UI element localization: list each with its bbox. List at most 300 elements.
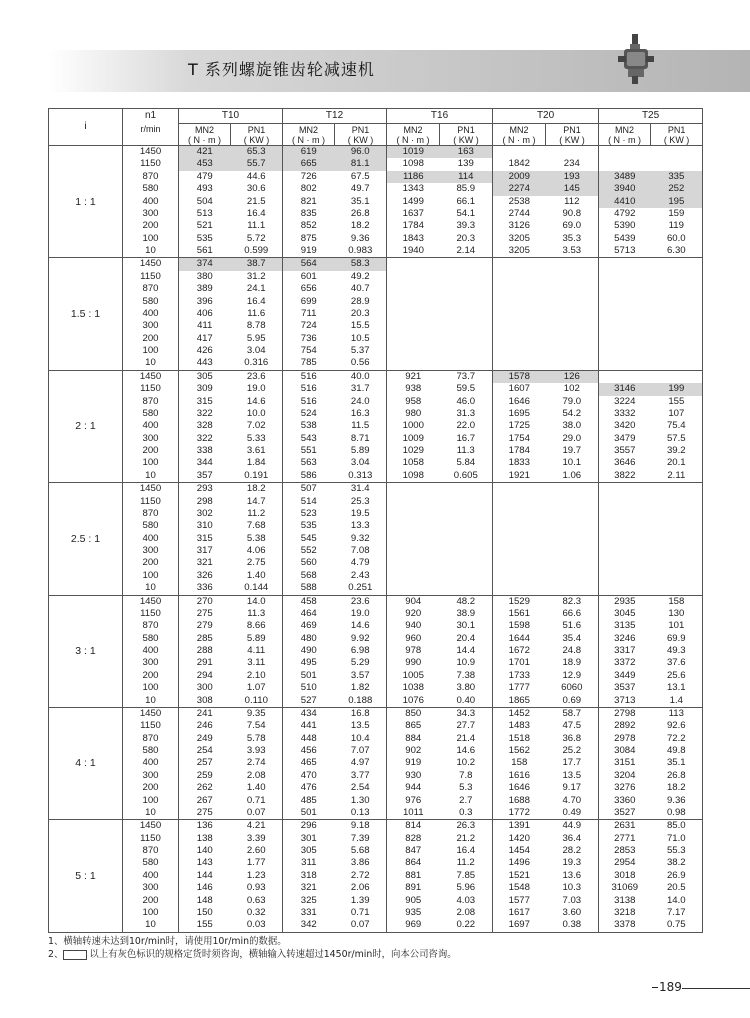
power-cell: 0.40 xyxy=(440,695,493,708)
torque-cell: 2631 xyxy=(599,820,651,833)
power-cell: 7.08 xyxy=(335,545,387,557)
torque-cell: 249 xyxy=(196,732,213,744)
torque-cell: 411 xyxy=(197,320,213,332)
torque-cell: 821 xyxy=(300,195,317,207)
pn1-header xyxy=(440,124,493,146)
power-cell: 24.1 xyxy=(231,283,283,295)
torque-cell xyxy=(493,283,546,295)
power-cell: 5.84 xyxy=(440,457,493,469)
pn1-label: PN1 xyxy=(563,124,581,135)
torque-cell: 469 xyxy=(300,620,317,632)
torque-cell xyxy=(493,271,546,283)
power-cell: 0.316 xyxy=(231,357,283,370)
table-row xyxy=(49,396,703,408)
torque-cell: 884 xyxy=(405,732,422,744)
torque-cell: 1784 xyxy=(402,220,424,232)
table-row xyxy=(49,220,703,232)
torque-cell xyxy=(493,570,546,582)
torque-cell: 3246 xyxy=(614,632,636,644)
torque-cell: 465 xyxy=(300,757,317,769)
power-cell: 13.6 xyxy=(546,870,599,882)
speed-cell: 400 xyxy=(123,645,179,657)
table-row xyxy=(49,720,703,732)
torque-cell: 588 xyxy=(300,582,317,594)
torque-cell: 1733 xyxy=(508,669,530,681)
torque-cell: 4410 xyxy=(599,196,651,208)
table-row xyxy=(49,208,703,220)
power-cell: 21.4 xyxy=(440,733,493,745)
mn2-unit: ( N · m ) xyxy=(502,134,536,145)
table-row xyxy=(49,757,703,769)
power-cell: 3.77 xyxy=(335,770,387,782)
torque-cell: 380 xyxy=(196,270,213,282)
torque-cell: 516 xyxy=(283,370,335,383)
torque-cell xyxy=(599,345,651,357)
torque-cell: 1777 xyxy=(508,682,530,694)
torque-cell xyxy=(387,333,440,345)
ratio-cell: 2 : 1 xyxy=(49,370,123,482)
power-cell: 5.72 xyxy=(231,233,283,245)
torque-cell: 847 xyxy=(405,845,422,856)
pn1-unit: ( KW ) xyxy=(559,134,585,145)
speed-cell: 580 xyxy=(123,745,179,757)
torque-cell: 2538 xyxy=(508,195,530,207)
power-cell: 0.191 xyxy=(231,470,283,483)
mn2-header xyxy=(283,124,335,146)
power-cell: 11.2 xyxy=(231,508,283,520)
table-row xyxy=(49,457,703,469)
speed-cell: 400 xyxy=(123,870,179,882)
power-cell: 92.6 xyxy=(651,720,703,732)
mn2-unit: ( N · m ) xyxy=(292,134,326,145)
table-row xyxy=(49,183,703,195)
power-cell: 10.9 xyxy=(440,657,493,669)
speed-cell: 100 xyxy=(123,233,179,245)
torque-cell: 310 xyxy=(196,520,213,532)
power-cell: 107 xyxy=(651,408,703,420)
power-cell: 49.3 xyxy=(651,645,703,657)
speed-cell: 100 xyxy=(123,795,179,807)
ratio-cell: 5 : 1 xyxy=(49,820,123,932)
power-cell: 3.93 xyxy=(231,745,283,757)
power-cell: 2.7 xyxy=(440,795,493,807)
table-row xyxy=(49,670,703,682)
torque-cell: 3218 xyxy=(614,906,636,918)
power-cell: 0.13 xyxy=(335,807,387,820)
gear-reducer-icon xyxy=(618,34,654,84)
power-cell: 0.3 xyxy=(440,807,493,820)
power-cell: 20.1 xyxy=(651,457,703,469)
torque-cell: 564 xyxy=(283,258,335,271)
power-cell: 66.1 xyxy=(440,196,493,208)
power-cell: 2.75 xyxy=(231,557,283,569)
power-cell: 16.7 xyxy=(440,433,493,445)
pn1-header xyxy=(651,124,703,146)
torque-cell xyxy=(599,258,651,271)
power-cell xyxy=(546,320,599,332)
power-cell: 3.04 xyxy=(231,345,283,357)
power-cell xyxy=(651,158,703,170)
torque-cell: 3713 xyxy=(614,694,636,706)
torque-cell: 318 xyxy=(300,869,317,881)
torque-cell: 155 xyxy=(179,919,231,932)
mn2-label: MN2 xyxy=(299,124,319,135)
pn1-label: PN1 xyxy=(667,124,686,135)
power-cell: 7.68 xyxy=(231,520,283,532)
speed-cell: 1450 xyxy=(123,258,179,271)
power-cell: 16.4 xyxy=(440,845,493,857)
power-cell: 30.1 xyxy=(440,620,493,632)
table-row xyxy=(49,171,703,183)
table-row xyxy=(49,370,703,383)
power-cell: 21.2 xyxy=(440,833,493,845)
torque-cell: 1754 xyxy=(508,432,530,444)
table-row xyxy=(49,882,703,894)
table-row xyxy=(49,196,703,208)
table-row xyxy=(49,795,703,807)
power-cell: 2.72 xyxy=(335,870,387,882)
table-row xyxy=(49,919,703,932)
power-cell: 60.0 xyxy=(651,233,703,245)
torque-cell xyxy=(387,545,440,557)
pn1-header xyxy=(335,124,387,146)
power-cell: 21.5 xyxy=(231,196,283,208)
speed-cell: 870 xyxy=(123,396,179,408)
torque-cell: 291 xyxy=(196,657,213,669)
torque-cell: 3372 xyxy=(614,657,636,669)
power-cell: 15.5 xyxy=(335,320,387,332)
page-title: T 系列螺旋锥齿轮减速机 xyxy=(188,60,375,79)
power-cell: 0.71 xyxy=(231,795,283,807)
torque-cell: 560 xyxy=(300,557,317,569)
power-cell xyxy=(546,357,599,370)
torque-cell xyxy=(493,333,546,345)
torque-cell xyxy=(493,320,546,332)
power-cell xyxy=(440,333,493,345)
torque-cell: 1578 xyxy=(493,370,546,383)
torque-cell: 2798 xyxy=(599,707,651,720)
table-row xyxy=(49,258,703,271)
power-cell xyxy=(651,533,703,545)
torque-cell: 891 xyxy=(405,882,422,894)
power-cell: 0.56 xyxy=(335,357,387,370)
table-row xyxy=(49,595,703,608)
torque-cell: 458 xyxy=(283,595,335,608)
power-cell: 1.39 xyxy=(335,895,387,907)
torque-cell: 257 xyxy=(196,757,213,769)
table-row xyxy=(49,545,703,557)
table-row xyxy=(49,608,703,620)
power-cell: 7.03 xyxy=(546,895,599,907)
torque-cell: 514 xyxy=(300,495,317,507)
torque-cell: 456 xyxy=(300,745,317,756)
torque-cell: 288 xyxy=(196,645,213,656)
power-cell: 0.69 xyxy=(546,695,599,708)
torque-cell: 1701 xyxy=(508,657,530,669)
torque-cell: 315 xyxy=(196,532,213,544)
power-cell: 5.96 xyxy=(440,882,493,894)
power-cell: 4.06 xyxy=(231,545,283,557)
table-row xyxy=(49,633,703,645)
torque-cell: 551 xyxy=(300,445,317,456)
power-cell: 22.0 xyxy=(440,420,493,432)
power-cell: 7.07 xyxy=(335,745,387,757)
power-cell: 2.43 xyxy=(335,570,387,582)
torque-cell xyxy=(599,158,651,170)
power-cell xyxy=(651,582,703,595)
power-cell: 24.8 xyxy=(546,645,599,657)
power-cell: 14.6 xyxy=(440,745,493,757)
power-cell: 11.5 xyxy=(335,420,387,432)
model-header-t20: T20 xyxy=(493,109,599,124)
power-cell: 7.85 xyxy=(440,870,493,882)
torque-cell: 309 xyxy=(196,383,213,395)
torque-cell: 1029 xyxy=(402,445,424,456)
table-row xyxy=(49,782,703,794)
ratio-cell: 1 : 1 xyxy=(49,146,123,258)
torque-cell: 1940 xyxy=(402,245,424,256)
torque-cell: 3018 xyxy=(614,869,636,881)
power-cell: 0.03 xyxy=(231,919,283,932)
power-cell: 19.0 xyxy=(231,383,283,395)
power-cell: 10.3 xyxy=(546,882,599,894)
power-cell: 31.4 xyxy=(335,483,387,496)
torque-cell: 143 xyxy=(196,857,213,869)
power-cell xyxy=(651,508,703,520)
power-cell xyxy=(546,533,599,545)
power-cell: 2.06 xyxy=(335,882,387,894)
torque-cell: 470 xyxy=(300,769,317,781)
power-cell: 130 xyxy=(651,608,703,620)
power-cell: 5.89 xyxy=(335,445,387,457)
power-cell: 7.54 xyxy=(231,720,283,732)
torque-cell: 3420 xyxy=(614,420,636,432)
pn1-unit: ( KW ) xyxy=(243,134,270,145)
table-row xyxy=(49,245,703,258)
torque-cell: 545 xyxy=(300,532,317,544)
power-cell xyxy=(651,283,703,295)
torque-cell: 421 xyxy=(179,146,231,159)
model-header-t10: T10 xyxy=(179,109,283,124)
power-cell: 1.07 xyxy=(231,682,283,694)
speed-cell: 10 xyxy=(123,695,179,708)
speed-cell: 1450 xyxy=(123,595,179,608)
torque-cell: 31069 xyxy=(611,882,639,894)
power-cell: 31.7 xyxy=(335,383,387,395)
torque-cell: 1548 xyxy=(508,882,530,894)
speed-cell: 580 xyxy=(123,408,179,420)
power-cell: 82.3 xyxy=(546,595,599,608)
pn1-label: PN1 xyxy=(247,124,266,135)
power-cell: 10.0 xyxy=(231,408,283,420)
torque-cell: 828 xyxy=(405,832,422,844)
torque-cell: 1098 xyxy=(402,469,424,481)
torque-cell: 293 xyxy=(179,483,231,496)
power-cell: 158 xyxy=(651,595,703,608)
power-cell: 0.251 xyxy=(335,582,387,595)
torque-cell: 417 xyxy=(196,332,213,344)
torque-cell: 493 xyxy=(196,183,213,195)
torque-cell: 523 xyxy=(300,507,317,519)
power-cell: 0.49 xyxy=(546,807,599,820)
power-cell: 7.38 xyxy=(440,670,493,682)
table-row xyxy=(49,833,703,845)
table-row xyxy=(49,283,703,295)
power-cell: 335 xyxy=(651,171,703,183)
power-cell: 44.6 xyxy=(231,171,283,183)
mn2-unit: ( N · m ) xyxy=(608,134,642,145)
mn2-label: MN2 xyxy=(615,124,635,135)
torque-cell: 543 xyxy=(300,432,317,444)
table-row xyxy=(49,445,703,457)
model-header-t16: T16 xyxy=(387,109,493,124)
torque-cell: 328 xyxy=(196,420,213,432)
power-cell: 79.0 xyxy=(546,396,599,408)
table-row xyxy=(49,570,703,582)
power-cell xyxy=(651,146,703,159)
table-row xyxy=(49,357,703,370)
ratio-cell: 2.5 : 1 xyxy=(49,483,123,595)
table-row xyxy=(49,483,703,496)
mn2-header xyxy=(387,124,440,146)
power-cell: 55.3 xyxy=(651,845,703,857)
power-cell: 71.0 xyxy=(651,833,703,845)
power-cell: 0.38 xyxy=(546,919,599,932)
power-cell xyxy=(546,508,599,520)
power-cell: 9.17 xyxy=(546,782,599,794)
torque-cell: 507 xyxy=(283,483,335,496)
power-cell: 2.08 xyxy=(440,907,493,919)
torque-cell: 3317 xyxy=(614,645,636,656)
power-cell xyxy=(546,333,599,345)
speed-cell: 100 xyxy=(123,457,179,469)
torque-cell: 1561 xyxy=(508,607,530,619)
torque-cell: 921 xyxy=(387,370,440,383)
power-cell: 1.82 xyxy=(335,682,387,694)
table-row xyxy=(49,296,703,308)
power-cell: 13.1 xyxy=(651,682,703,694)
torque-cell: 1454 xyxy=(508,845,530,856)
power-cell xyxy=(440,545,493,557)
power-cell: 0.71 xyxy=(335,907,387,919)
power-cell: 3.57 xyxy=(335,670,387,682)
torque-cell: 5713 xyxy=(614,245,636,256)
power-cell: 5.68 xyxy=(335,845,387,857)
table-row xyxy=(49,907,703,919)
speed-cell: 580 xyxy=(123,857,179,869)
speed-cell: 1450 xyxy=(123,707,179,720)
torque-cell: 311 xyxy=(301,857,317,869)
power-cell: 4.11 xyxy=(231,645,283,657)
power-cell: 13.5 xyxy=(546,770,599,782)
power-cell: 4.21 xyxy=(231,820,283,833)
power-cell: 14.7 xyxy=(231,496,283,508)
power-cell: 9.32 xyxy=(335,533,387,545)
power-cell: 10.4 xyxy=(335,733,387,745)
torque-cell: 357 xyxy=(196,469,213,481)
power-cell: 18.2 xyxy=(335,220,387,232)
power-cell: 3.11 xyxy=(231,657,283,669)
torque-cell xyxy=(387,258,440,271)
power-cell xyxy=(651,333,703,345)
torque-cell: 1019 xyxy=(387,146,440,159)
power-cell: 5.38 xyxy=(231,533,283,545)
torque-cell: 958 xyxy=(405,395,422,407)
power-cell: 81.1 xyxy=(335,158,387,170)
speed-cell: 10 xyxy=(123,807,179,820)
torque-cell: 262 xyxy=(196,782,213,794)
table-row xyxy=(49,470,703,483)
footnote-2-number: 2、 xyxy=(48,949,64,960)
power-cell: 0.599 xyxy=(231,245,283,258)
power-cell: 54.1 xyxy=(440,208,493,220)
power-cell xyxy=(651,570,703,582)
power-cell: 18.2 xyxy=(651,782,703,794)
power-cell: 59.5 xyxy=(440,383,493,395)
power-cell: 66.6 xyxy=(546,608,599,620)
torque-cell: 1646 xyxy=(508,395,530,407)
power-cell: 193 xyxy=(546,171,599,183)
power-cell: 48.2 xyxy=(440,595,493,608)
torque-cell: 1391 xyxy=(493,820,546,833)
torque-cell: 902 xyxy=(405,745,422,756)
torque-cell: 308 xyxy=(196,694,213,706)
power-cell: 8.71 xyxy=(335,433,387,445)
torque-cell: 325 xyxy=(300,894,317,906)
torque-cell xyxy=(387,357,440,370)
power-cell: 54.2 xyxy=(546,408,599,420)
torque-cell: 2771 xyxy=(614,832,636,844)
power-cell: 20.3 xyxy=(335,308,387,320)
torque-cell: 1598 xyxy=(508,620,530,632)
torque-cell: 3151 xyxy=(614,757,636,769)
speed-cell: 870 xyxy=(123,171,179,183)
torque-cell: 1499 xyxy=(402,195,424,207)
power-cell: 38.9 xyxy=(440,608,493,620)
power-cell: 26.8 xyxy=(651,770,703,782)
power-cell: 85.0 xyxy=(651,820,703,833)
torque-cell xyxy=(493,545,546,557)
power-cell xyxy=(440,357,493,370)
torque-cell: 296 xyxy=(283,820,335,833)
power-cell: 14.4 xyxy=(440,645,493,657)
table-row xyxy=(49,807,703,820)
ratio-cell: 1.5 : 1 xyxy=(49,258,123,370)
torque-cell: 144 xyxy=(196,869,213,881)
torque-cell xyxy=(599,533,651,545)
torque-cell: 940 xyxy=(405,620,422,632)
torque-cell: 305 xyxy=(300,845,317,856)
power-cell: 2.11 xyxy=(651,470,703,483)
power-cell: 14.6 xyxy=(231,396,283,408)
power-cell: 46.0 xyxy=(440,396,493,408)
torque-cell: 513 xyxy=(196,207,213,219)
speed-cell: 10 xyxy=(123,582,179,595)
power-cell xyxy=(440,296,493,308)
speed-cell: 1150 xyxy=(123,271,179,283)
power-cell: 58.7 xyxy=(546,707,599,720)
torque-cell: 619 xyxy=(283,146,335,159)
page-number: 189 xyxy=(652,980,682,994)
torque-cell: 563 xyxy=(300,457,317,469)
power-cell: 58.3 xyxy=(335,258,387,271)
table-row xyxy=(49,733,703,745)
torque-cell: 524 xyxy=(300,407,317,419)
power-cell: 0.63 xyxy=(231,895,283,907)
speed-cell: 870 xyxy=(123,283,179,295)
table-row xyxy=(49,320,703,332)
torque-cell xyxy=(387,520,440,532)
